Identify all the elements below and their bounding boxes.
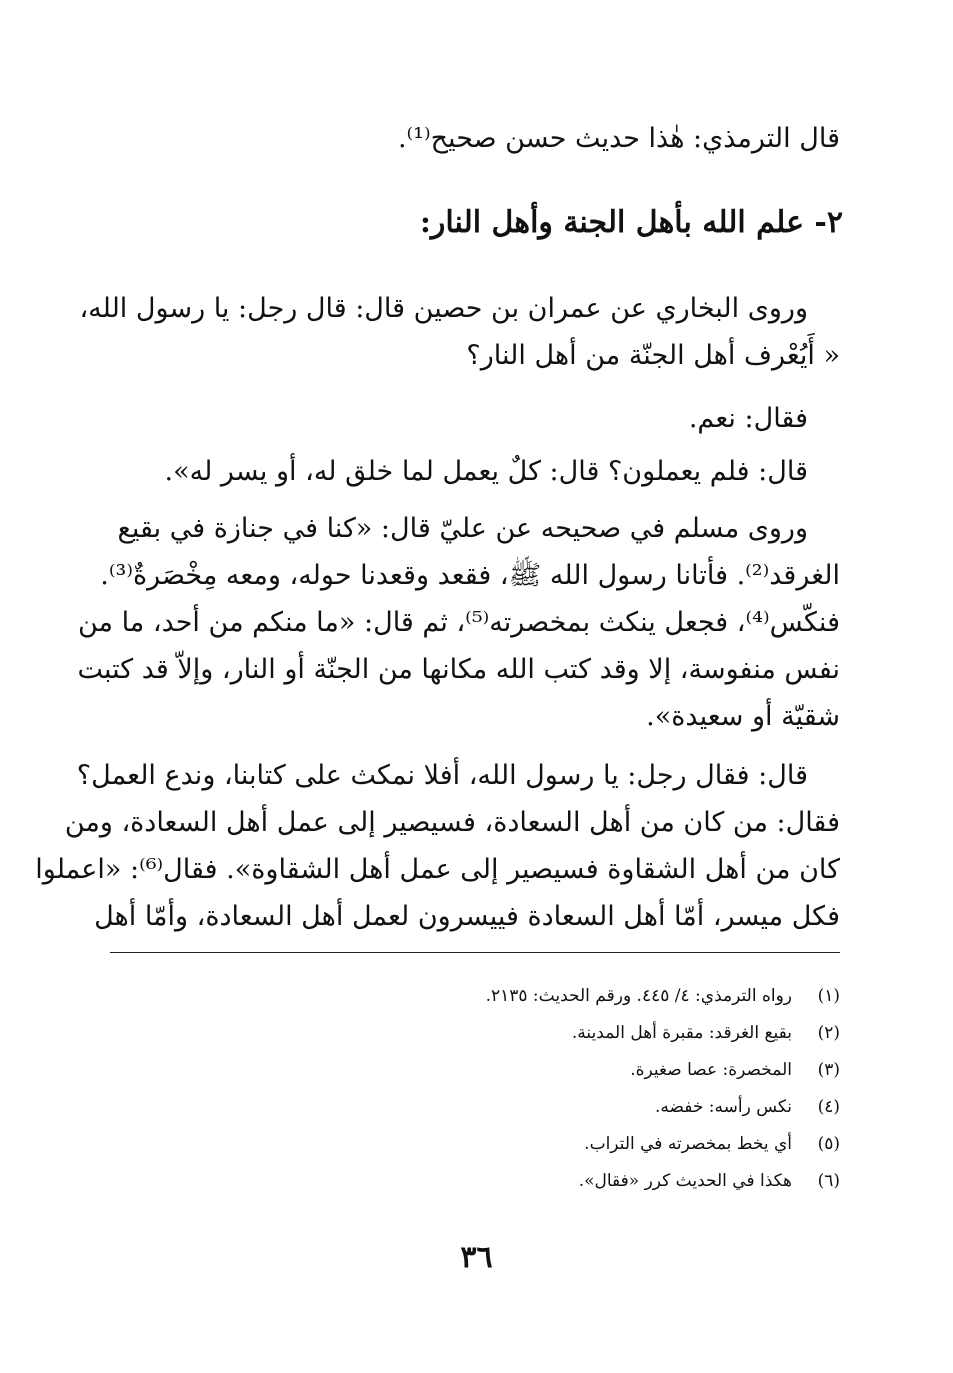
footnote-number: (٥) [817, 1134, 840, 1154]
paragraph-bukhari [79, 285, 840, 379]
text-line: قال الترمذي: هٰذا حديث حسن صحيح⁽¹⁾. [397, 123, 840, 154]
text-line: فنكّس⁽⁴⁾، فجعل ينكث بمخصرته⁽⁵⁾، ثم قال: «ما منكم من أحد، ما من [77, 607, 840, 638]
text-line: فكل ميسر، أمّا أهل السعادة فييسرون لعمل أهل السعادة، وأمّا أهل [94, 901, 840, 932]
footnote-text: هكذا في الحديث كرر «فقال». [578, 1171, 792, 1191]
text-line: قال: فقال رجل: يا رسول الله، أفلا نمكث على كتابنا، وندع العمل؟ [76, 760, 808, 791]
footnote-item [486, 1052, 840, 1089]
footnote-text: المخصرة: عصا صغيرة. [630, 1060, 792, 1080]
text-line: شقيّة أو سعيدة». [646, 701, 840, 732]
text-line: فقال: من كان من أهل السعادة، فسيصير إلى عمل أهل السعادة، ومن [64, 807, 840, 838]
intro-line [110, 115, 840, 162]
footnote-item [486, 1163, 840, 1200]
footnote-text: نكس رأسه: خفضه. [655, 1097, 792, 1117]
paragraph-man-asked [35, 752, 840, 940]
footnotes [486, 978, 840, 1200]
footnote-number: (٦) [817, 1171, 840, 1191]
footnote-item [486, 1089, 840, 1126]
text-line: نفس منفوسة، إلا وقد كتب الله مكانها من الجنّة أو النار، وإلاّ قد كتبت [77, 654, 840, 685]
footnote-item [486, 1015, 840, 1052]
paragraph-muslim [77, 505, 840, 740]
footnote-text: بقيع الغرقد: مقبرة أهل المدينة. [571, 1023, 792, 1043]
text-line: فقال: نعم. [688, 403, 808, 434]
text-line: « أَيُعْرف أهل الجنّة من أهل النار؟ [466, 340, 840, 371]
footnote-number: (١) [817, 986, 840, 1006]
text-line: كان من أهل الشقاوة فسيصير إلى عمل أهل الشقاوة». فقال⁽⁶⁾: «اعملوا [35, 854, 840, 885]
footnote-number: (٣) [817, 1060, 840, 1080]
text-line: وروى البخاري عن عمران بن حصين قال: قال رجل: يا رسول الله، [79, 293, 808, 324]
text-line: قال: فلم يعملون؟ قال: كلٌ يعمل لما خلق له، أو يسر له». [164, 456, 808, 487]
paragraph-answer [110, 395, 840, 442]
text-line: وروى مسلم في صحيحه عن عليّ قال: «كنا في جنازة في بقيع [117, 513, 808, 544]
page-number: ٣٦ [460, 1240, 493, 1275]
section-heading: ٢- علم الله بأهل الجنة وأهل النار: [419, 205, 843, 240]
footnote-text: رواه الترمذي: ٤/ ٤٤٥. ورقم الحديث: ٢١٣٥. [485, 986, 792, 1006]
footnote-number: (٤) [817, 1097, 840, 1117]
footnote-number: (٢) [817, 1023, 840, 1043]
footnote-item [486, 978, 840, 1015]
text-line: الغرقد⁽²⁾. فأتانا رسول الله ﷺ، فقعد وقعدنا حوله، ومعه مِخْصَرةٌ⁽³⁾. [100, 560, 840, 591]
footnote-item [486, 1126, 840, 1163]
footnote-divider [110, 952, 840, 953]
footnote-text: أي يخط بمخصرته في التراب. [584, 1134, 792, 1154]
paragraph-question [110, 448, 840, 495]
